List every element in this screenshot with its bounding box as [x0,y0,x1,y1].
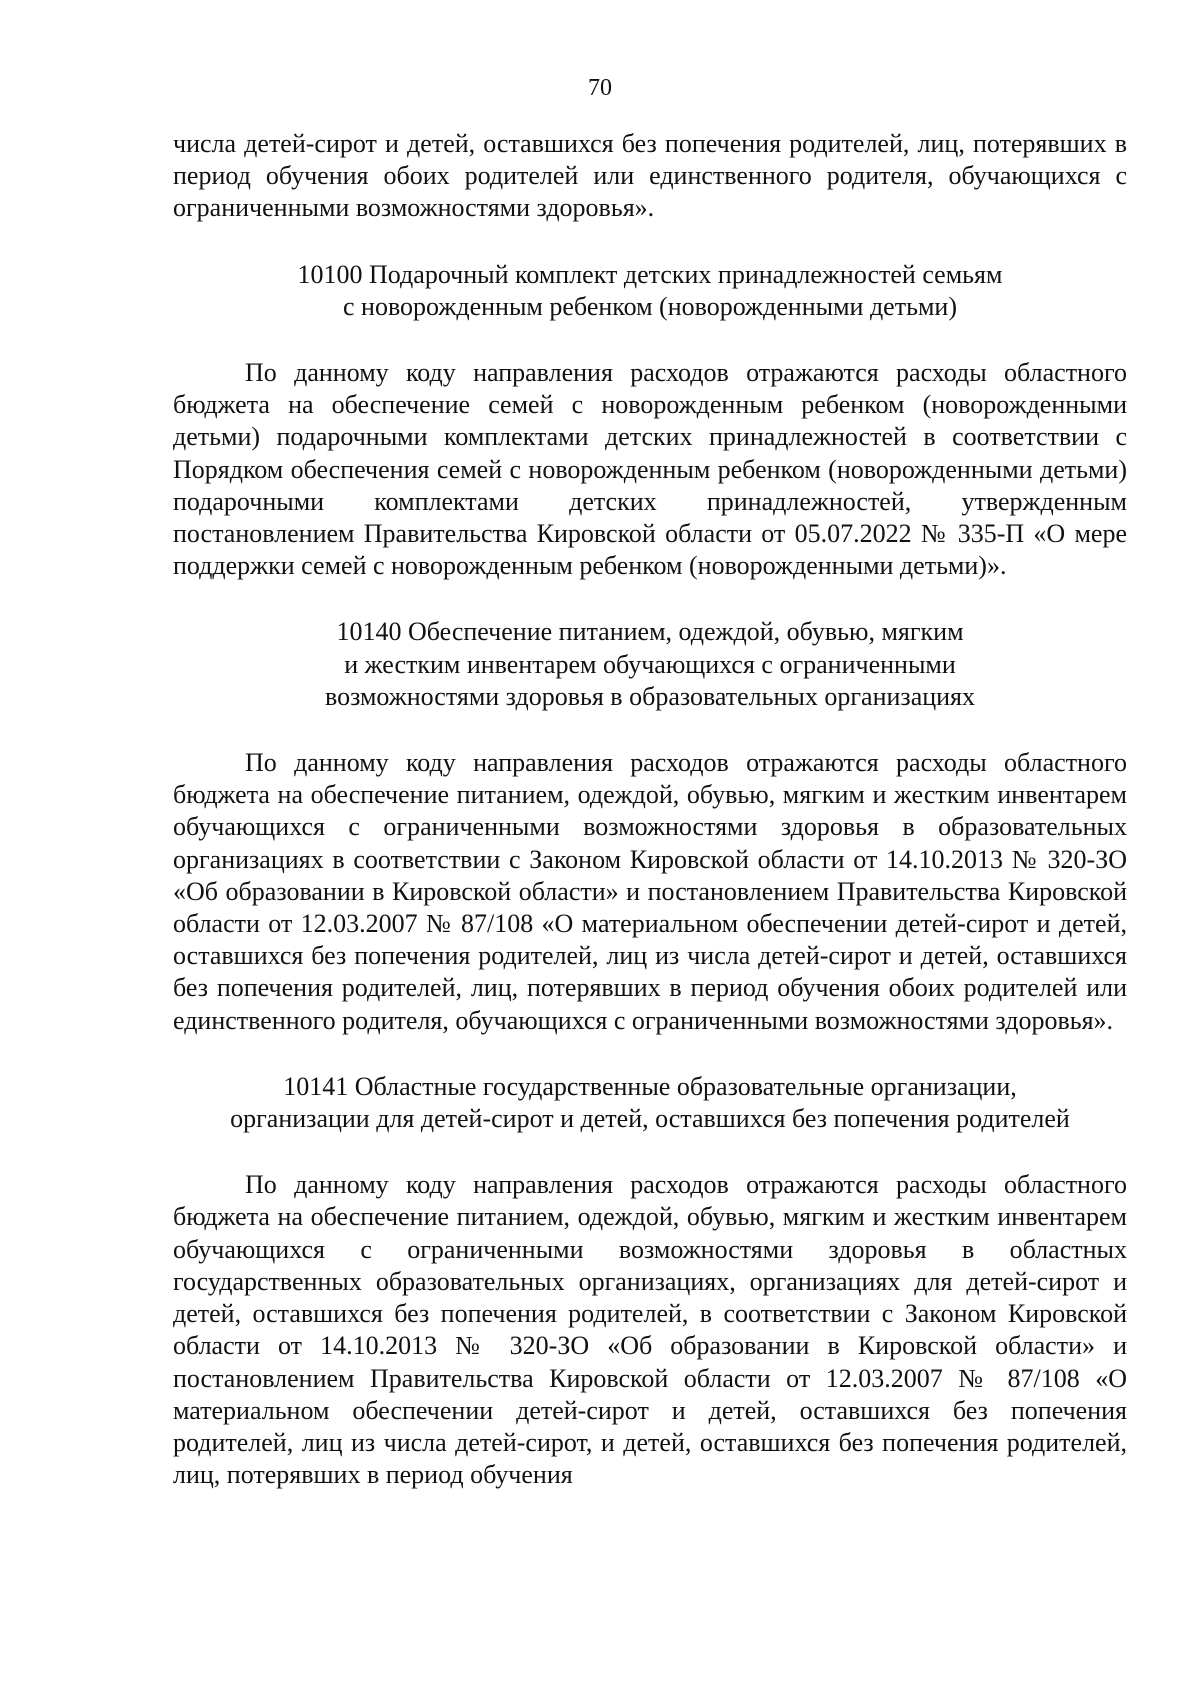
page-number: 70 [588,75,612,101]
paragraph-10140: По данному коду направления расходов отражаются расходы областного бюджета на обеспечение питанием, одеждой, обувью, мягким и жестким инвентарем обучающихся с ограниченными возможностями здоровья в образовательных организациях в соответствии с Законом Кировской области от 14.10.2013 № 320-ЗО «Об образовании в Кировской области» и постановлением Правительства Кировской области от 12.03.2007 № 87/108 «О материальном обеспечении детей-сирот и детей, оставшихся без попечения родителей, лиц из числа детей-сирот и детей, оставшихся без попечения родителей, лиц, потерявших в период обучения обоих родителей или единственного родителя, обучающихся с ограниченными возможностями здоровья». [173,748,1127,1035]
section-heading-10140: 10140 Обеспечение питанием, одеждой, обувью, мягким и жестким инвентарем обучающихся с ограниченными возможностями здоровья в образовательных организациях [324,617,976,711]
paragraph-10100: По данному коду направления расходов отражаются расходы областного бюджета на обеспечение семей с новорожденным ребенком (новорожденными детьми) подарочными комплектами детских принадлежностей в соответствии с Порядком обеспечения семей с новорожденным ребенком (новорожденными детьми) подарочными комплектами детских принадлежностей, утвержденным постановлением Правительства Кировской области от 05.07.2022 № 335-П «О мере поддержки семей с новорожденным ребенком (новорожденными детьми)». [173,358,1127,581]
paragraph-continuation: числа детей-сирот и детей, оставшихся без попечения родителей, лиц, потерявших в период обучения обоих родителей или единственного родителя, обучающихся с ограниченными возможностями здоровья». [173,129,1127,223]
section-heading-10141: 10141 Областные государственные образовательные организации, организации для детей-сирот и детей, оставшихся без попечения родителей [230,1071,1070,1134]
paragraph-10141: По данному коду направления расходов отражаются расходы областного бюджета на обеспечение питанием, одеждой, обувью, мягким и жестким инвентарем обучающихся с ограниченными возможностями здоровья в областных государственных образовательных организациях, организациях для детей-сирот и детей, оставшихся без попечения родителей, в соответствии с Законом Кировской области от 14.10.2013 № 320-ЗО «Об образовании в Кировской области» и постановлением Правительства Кировской области от 12.03.2007 № 87/108 «О материальном обеспечении детей-сирот и детей, оставшихся без попечения родителей, лиц из числа детей-сирот, и детей, оставшихся без попечения родителей, лиц, потерявших в период обучения [173,1170,1127,1490]
document-body [173,128,1127,1491]
section-heading-10100: 10100 Подарочный комплект детских принадлежностей семьям с новорожденным ребенком (новорожденными детьми) [297,259,1003,321]
